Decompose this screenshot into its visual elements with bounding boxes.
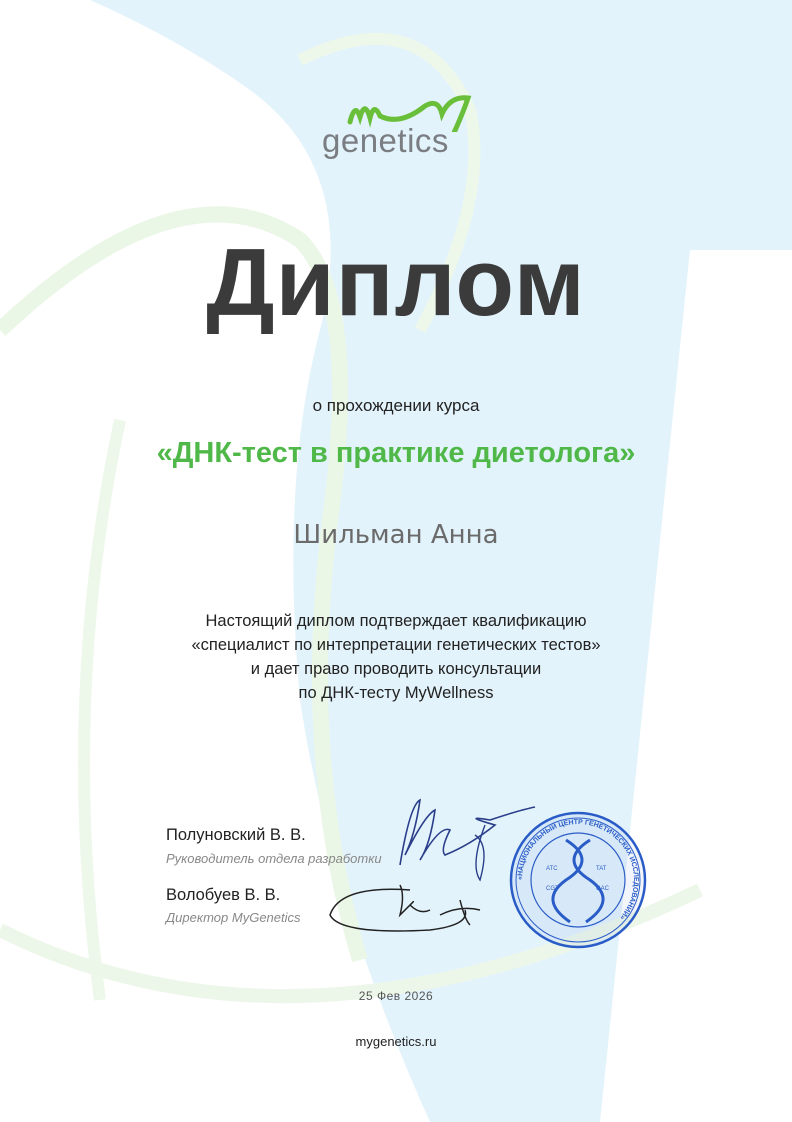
- mygenetics-logo: [310, 92, 480, 164]
- description-line: и дает право проводить консультации: [250, 660, 542, 678]
- logo-wordmark: genetics: [322, 122, 449, 159]
- subtitle: о прохождении курса: [312, 396, 480, 415]
- website-link[interactable]: mygenetics.ru: [355, 1034, 437, 1049]
- description-line: «специалист по интерпретации генетических тестов»: [191, 636, 601, 654]
- description-line: по ДНК-тесту MyWellness: [298, 684, 494, 702]
- recipient-name: Шильман Анна: [293, 520, 499, 550]
- signer-role: Руководитель отдела разработки: [166, 851, 382, 866]
- svg-text:GAC: GAC: [596, 886, 610, 892]
- signer-role: Директор MyGenetics: [166, 910, 301, 925]
- issue-date: 25 Фев 2026: [358, 989, 434, 1003]
- svg-text:ATC: ATC: [546, 866, 558, 872]
- stamp-ring-text: «НАЦИОНАЛЬНЫЙ ЦЕНТР ГЕНЕТИЧЕСКИХ ИССЛЕДОВАНИЙ»: [516, 818, 640, 921]
- svg-text:TAT: TAT: [596, 866, 607, 872]
- course-title: «ДНК-тест в практике диетолога»: [156, 437, 636, 469]
- diploma-title: Диплом: [206, 229, 586, 336]
- description: [0, 609, 792, 705]
- company-stamp: [508, 810, 648, 950]
- description-line: Настоящий диплом подтверждает квалификацию: [205, 612, 587, 630]
- signatures: [320, 785, 540, 955]
- svg-text:CGT: CGT: [546, 886, 559, 892]
- signer-name: Волобуев В. В.: [166, 886, 281, 904]
- signer-name: Полуновский В. В.: [166, 826, 306, 844]
